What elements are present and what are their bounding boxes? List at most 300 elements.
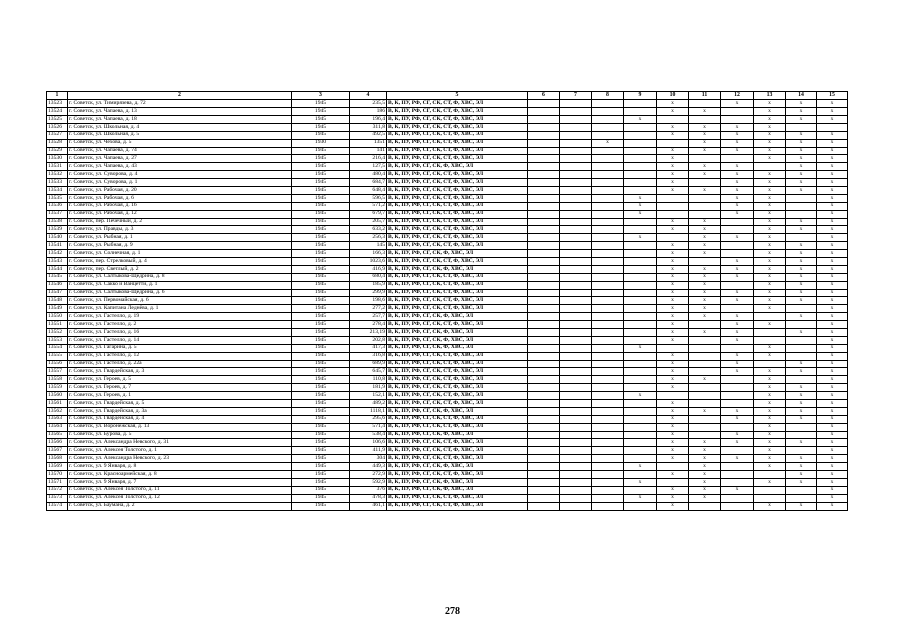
mark-cell-col-15: x bbox=[817, 376, 848, 384]
mark-cell-col-10: x bbox=[657, 329, 689, 337]
mark-cell-col-6 bbox=[528, 439, 560, 447]
row-id: 13566 bbox=[47, 439, 68, 447]
mark-cell-col-8 bbox=[592, 360, 624, 368]
mark-cell-col-11 bbox=[689, 344, 721, 352]
mark-cell-col-6 bbox=[528, 502, 560, 510]
mark-cell-col-8 bbox=[592, 179, 624, 187]
address-cell: г. Советск, ул. Героев, д. 5 bbox=[68, 376, 292, 384]
mark-cell-col-8 bbox=[592, 226, 624, 234]
mark-cell-col-8 bbox=[592, 486, 624, 494]
row-id: 13563 bbox=[47, 415, 68, 423]
mark-cell-col-10: x bbox=[657, 431, 689, 439]
mark-cell-col-12: x bbox=[721, 486, 754, 494]
area-cell: 416,9 bbox=[350, 265, 387, 273]
mark-cell-col-15: x bbox=[817, 368, 848, 376]
mark-cell-col-8 bbox=[592, 242, 624, 250]
services-cell: В, К, ПУ, РФ, СГ, СК, СТ, Ф, ХВС, ЭЛ bbox=[387, 258, 528, 266]
mark-cell-col-12 bbox=[721, 281, 754, 289]
mark-cell-col-11: x bbox=[689, 313, 721, 321]
mark-cell-col-8 bbox=[592, 273, 624, 281]
mark-cell-col-14 bbox=[786, 336, 817, 344]
mark-cell-col-8 bbox=[592, 494, 624, 502]
services-cell: В, К, ПУ, РФ, СГ, СК, СТ, Ф, ХВС, ЭЛ bbox=[387, 242, 528, 250]
column-number: 13 bbox=[754, 92, 786, 100]
mark-cell-col-15: x bbox=[817, 115, 848, 123]
year-cell: 1945 bbox=[292, 352, 350, 360]
mark-cell-col-13: x bbox=[754, 242, 786, 250]
mark-cell-col-10: x bbox=[657, 336, 689, 344]
mark-cell-col-10: x bbox=[657, 242, 689, 250]
mark-cell-col-7 bbox=[560, 202, 592, 210]
mark-cell-col-6 bbox=[528, 115, 560, 123]
address-cell: г. Советск, ул. Солнечная, д. 1 bbox=[68, 250, 292, 258]
table-row bbox=[47, 281, 848, 289]
mark-cell-col-6 bbox=[528, 155, 560, 163]
mark-cell-col-14: x bbox=[786, 360, 817, 368]
mark-cell-col-9 bbox=[624, 100, 657, 108]
row-id: 13569 bbox=[47, 463, 68, 471]
mark-cell-col-9 bbox=[624, 336, 657, 344]
address-cell: г. Советск, ул. Красноармейская, д. 8 bbox=[68, 471, 292, 479]
mark-cell-col-13: x bbox=[754, 384, 786, 392]
services-cell: В, К, ПУ, РФ, СГ, СК, СТ, Ф, ХВС, ЭЛ bbox=[387, 297, 528, 305]
mark-cell-col-13: x bbox=[754, 344, 786, 352]
area-cell: 166,3 bbox=[350, 250, 387, 258]
services-cell: В, К, ПУ, РФ, СГ, СК, СТ, Ф, ХВС, ЭЛ bbox=[387, 218, 528, 226]
mark-cell-col-8 bbox=[592, 471, 624, 479]
mark-cell-col-14: x bbox=[786, 281, 817, 289]
mark-cell-col-6 bbox=[528, 392, 560, 400]
row-id: 13542 bbox=[47, 250, 68, 258]
mark-cell-col-9 bbox=[624, 384, 657, 392]
row-id: 13548 bbox=[47, 297, 68, 305]
address-cell: г. Советск, ул. Гастелло, д. 14 bbox=[68, 336, 292, 344]
mark-cell-col-8 bbox=[592, 123, 624, 131]
mark-cell-col-9 bbox=[624, 139, 657, 147]
address-cell: г. Советск, ул. Алексея Толстого, д. 11 bbox=[68, 486, 292, 494]
services-cell: В, К, ПУ, РФ, СГ, СК, СТ, Ф, ХВС, ЭЛ bbox=[387, 376, 528, 384]
mark-cell-col-11: x bbox=[689, 289, 721, 297]
mark-cell-col-8 bbox=[592, 329, 624, 337]
mark-cell-col-10 bbox=[657, 463, 689, 471]
mark-cell-col-14: x bbox=[786, 179, 817, 187]
mark-cell-col-9 bbox=[624, 368, 657, 376]
mark-cell-col-10: x bbox=[657, 186, 689, 194]
mark-cell-col-15: x bbox=[817, 502, 848, 510]
mark-cell-col-11: x bbox=[689, 186, 721, 194]
year-cell: 1945 bbox=[292, 226, 350, 234]
mark-cell-col-13: x bbox=[754, 226, 786, 234]
year-cell: 1945 bbox=[292, 234, 350, 242]
table-row bbox=[47, 336, 848, 344]
mark-cell-col-7 bbox=[560, 431, 592, 439]
mark-cell-col-15: x bbox=[817, 265, 848, 273]
mark-cell-col-7 bbox=[560, 242, 592, 250]
services-cell: В, К, ПУ, РФ, СГ, СК, СТ, Ф, ХВС, ЭЛ bbox=[387, 439, 528, 447]
year-cell: 1945 bbox=[292, 384, 350, 392]
mark-cell-col-14 bbox=[786, 344, 817, 352]
mark-cell-col-15: x bbox=[817, 400, 848, 408]
mark-cell-col-9: x bbox=[624, 344, 657, 352]
mark-cell-col-15: x bbox=[817, 131, 848, 139]
mark-cell-col-7 bbox=[560, 336, 592, 344]
mark-cell-col-13: x bbox=[754, 139, 786, 147]
mark-cell-col-15: x bbox=[817, 234, 848, 242]
mark-cell-col-14: x bbox=[786, 329, 817, 337]
mark-cell-col-15: x bbox=[817, 100, 848, 108]
mark-cell-col-12: x bbox=[721, 179, 754, 187]
row-id: 13550 bbox=[47, 313, 68, 321]
mark-cell-col-7 bbox=[560, 344, 592, 352]
address-cell: г. Советск, ул. Салтыкова-Щедрина, д. 6 bbox=[68, 289, 292, 297]
mark-cell-col-12: x bbox=[721, 210, 754, 218]
mark-cell-col-13: x bbox=[754, 352, 786, 360]
mark-cell-col-12: x bbox=[721, 336, 754, 344]
mark-cell-col-6 bbox=[528, 447, 560, 455]
year-cell: 1945 bbox=[292, 336, 350, 344]
row-id: 13523 bbox=[47, 100, 68, 108]
register-body bbox=[47, 92, 848, 511]
column-number: 1 bbox=[47, 92, 68, 100]
mark-cell-col-14: x bbox=[786, 163, 817, 171]
mark-cell-col-11: x bbox=[689, 439, 721, 447]
row-id: 13529 bbox=[47, 147, 68, 155]
mark-cell-col-11: x bbox=[689, 171, 721, 179]
column-number: 2 bbox=[68, 92, 292, 100]
year-cell: 1945 bbox=[292, 486, 350, 494]
services-cell: В, К, ПУ, РФ, СГ, СК, СТ, Ф, ХВС, ЭЛ bbox=[387, 289, 528, 297]
mark-cell-col-11 bbox=[689, 210, 721, 218]
mark-cell-col-8 bbox=[592, 265, 624, 273]
address-cell: г. Советск, ул. Школьная, д. 5 bbox=[68, 131, 292, 139]
mark-cell-col-12 bbox=[721, 384, 754, 392]
mark-cell-col-6 bbox=[528, 147, 560, 155]
table-row bbox=[47, 218, 848, 226]
row-id: 13524 bbox=[47, 108, 68, 116]
mark-cell-col-14: x bbox=[786, 273, 817, 281]
mark-cell-col-7 bbox=[560, 439, 592, 447]
mark-cell-col-14: x bbox=[786, 250, 817, 258]
mark-cell-col-10: x bbox=[657, 273, 689, 281]
mark-cell-col-13: x bbox=[754, 258, 786, 266]
address-cell: г. Советск, ул. Чапаева, д. 74 bbox=[68, 147, 292, 155]
mark-cell-col-11: x bbox=[689, 163, 721, 171]
mark-cell-col-8 bbox=[592, 392, 624, 400]
mark-cell-col-10: x bbox=[657, 131, 689, 139]
area-cell: 680,4 bbox=[350, 273, 387, 281]
mark-cell-col-10: x bbox=[657, 123, 689, 131]
address-cell: г. Советск, ул. Чапаева, д. 13 bbox=[68, 108, 292, 116]
mark-cell-col-12 bbox=[721, 478, 754, 486]
address-cell: г. Советск, ул. Гвардейская, д. 5 bbox=[68, 400, 292, 408]
mark-cell-col-12: x bbox=[721, 368, 754, 376]
area-cell: 316,8 bbox=[350, 352, 387, 360]
mark-cell-col-14 bbox=[786, 321, 817, 329]
mark-cell-col-13: x bbox=[754, 186, 786, 194]
mark-cell-col-13: x bbox=[754, 108, 786, 116]
mark-cell-col-12 bbox=[721, 242, 754, 250]
mark-cell-col-14: x bbox=[786, 100, 817, 108]
mark-cell-col-13 bbox=[754, 360, 786, 368]
mark-cell-col-10 bbox=[657, 115, 689, 123]
mark-cell-col-14: x bbox=[786, 439, 817, 447]
area-cell: 272,9 bbox=[350, 471, 387, 479]
table-row bbox=[47, 108, 848, 116]
mark-cell-col-9: x bbox=[624, 478, 657, 486]
row-id: 13570 bbox=[47, 471, 68, 479]
address-cell: г. Советск, ул. Чапаева, д. 18 bbox=[68, 115, 292, 123]
mark-cell-col-14 bbox=[786, 423, 817, 431]
services-cell: В, К, ПУ, РФ, СГ, СК, СТ, Ф, ХВС, ЭЛ bbox=[387, 210, 528, 218]
mark-cell-col-11 bbox=[689, 360, 721, 368]
year-cell: 1945 bbox=[292, 376, 350, 384]
row-id: 13536 bbox=[47, 202, 68, 210]
mark-cell-col-9 bbox=[624, 226, 657, 234]
year-cell: 1945 bbox=[292, 423, 350, 431]
area-cell: 1118,1 bbox=[350, 407, 387, 415]
mark-cell-col-9 bbox=[624, 447, 657, 455]
mark-cell-col-15: x bbox=[817, 471, 848, 479]
mark-cell-col-8 bbox=[592, 439, 624, 447]
table-row bbox=[47, 194, 848, 202]
mark-cell-col-15: x bbox=[817, 273, 848, 281]
mark-cell-col-14 bbox=[786, 123, 817, 131]
mark-cell-col-10: x bbox=[657, 108, 689, 116]
mark-cell-col-9 bbox=[624, 329, 657, 337]
area-cell: 186 bbox=[350, 108, 387, 116]
mark-cell-col-12 bbox=[721, 494, 754, 502]
mark-cell-col-6 bbox=[528, 194, 560, 202]
mark-cell-col-12: x bbox=[721, 360, 754, 368]
mark-cell-col-10: x bbox=[657, 155, 689, 163]
mark-cell-col-10: x bbox=[657, 265, 689, 273]
table-row bbox=[47, 305, 848, 313]
mark-cell-col-6 bbox=[528, 242, 560, 250]
mark-cell-col-7 bbox=[560, 179, 592, 187]
mark-cell-col-12: x bbox=[721, 186, 754, 194]
mark-cell-col-6 bbox=[528, 478, 560, 486]
mark-cell-col-10 bbox=[657, 344, 689, 352]
mark-cell-col-7 bbox=[560, 289, 592, 297]
mark-cell-col-8 bbox=[592, 336, 624, 344]
area-cell: 489,2 bbox=[350, 400, 387, 408]
mark-cell-col-13: x bbox=[754, 155, 786, 163]
mark-cell-col-11 bbox=[689, 352, 721, 360]
column-number-row bbox=[47, 92, 848, 100]
mark-cell-col-10 bbox=[657, 194, 689, 202]
mark-cell-col-14 bbox=[786, 305, 817, 313]
mark-cell-col-10: x bbox=[657, 147, 689, 155]
table-row bbox=[47, 400, 848, 408]
mark-cell-col-6 bbox=[528, 384, 560, 392]
mark-cell-col-14: x bbox=[786, 258, 817, 266]
year-cell: 1945 bbox=[292, 439, 350, 447]
table-row bbox=[47, 226, 848, 234]
services-cell: В, К, ПУ, РФ, СГ, СК, СТ, Ф, ХВС, ЭЛ bbox=[387, 108, 528, 116]
mark-cell-col-7 bbox=[560, 265, 592, 273]
mark-cell-col-8 bbox=[592, 463, 624, 471]
row-id: 13531 bbox=[47, 163, 68, 171]
area-cell: 571,2 bbox=[350, 202, 387, 210]
mark-cell-col-14: x bbox=[786, 297, 817, 305]
area-cell: 304 bbox=[350, 455, 387, 463]
area-cell: 277,2 bbox=[350, 305, 387, 313]
mark-cell-col-13: x bbox=[754, 100, 786, 108]
year-cell: 1945 bbox=[292, 407, 350, 415]
mark-cell-col-9 bbox=[624, 265, 657, 273]
year-cell: 1945 bbox=[292, 171, 350, 179]
mark-cell-col-14 bbox=[786, 194, 817, 202]
mark-cell-col-11: x bbox=[689, 494, 721, 502]
services-cell: В, К, ПУ, РФ, СГ, СК, СТ, Ф, ХВС, ЭЛ bbox=[387, 273, 528, 281]
services-cell: В, К, ПУ, РФ, СГ, СК, Ф, ХВС, ЭЛ bbox=[387, 407, 528, 415]
table-row bbox=[47, 297, 848, 305]
mark-cell-col-7 bbox=[560, 407, 592, 415]
row-id: 13540 bbox=[47, 234, 68, 242]
services-cell: В, К, ПУ, РФ, СГ, СК, СТ, Ф, ХВС, ЭЛ bbox=[387, 139, 528, 147]
mark-cell-col-12: x bbox=[721, 297, 754, 305]
mark-cell-col-9 bbox=[624, 171, 657, 179]
mark-cell-col-8 bbox=[592, 384, 624, 392]
mark-cell-col-13: x bbox=[754, 131, 786, 139]
address-cell: г. Советск, ул. Суворова, д. 4 bbox=[68, 171, 292, 179]
row-id: 13537 bbox=[47, 210, 68, 218]
mark-cell-col-8 bbox=[592, 352, 624, 360]
year-cell: 1945 bbox=[292, 400, 350, 408]
address-cell: г. Советск, пер. Печечный, д. 2 bbox=[68, 218, 292, 226]
mark-cell-col-9 bbox=[624, 455, 657, 463]
mark-cell-col-6 bbox=[528, 218, 560, 226]
mark-cell-col-6 bbox=[528, 423, 560, 431]
mark-cell-col-15: x bbox=[817, 431, 848, 439]
mark-cell-col-6 bbox=[528, 376, 560, 384]
mark-cell-col-6 bbox=[528, 455, 560, 463]
address-cell: г. Советск, ул. Салтыкова-Щедрина, д. 8 bbox=[68, 273, 292, 281]
mark-cell-col-11: x bbox=[689, 131, 721, 139]
address-cell: г. Советск, ул. Гастелло, д. 19 bbox=[68, 313, 292, 321]
mark-cell-col-12 bbox=[721, 447, 754, 455]
year-cell: 1945 bbox=[292, 123, 350, 131]
year-cell: 1945 bbox=[292, 455, 350, 463]
mark-cell-col-11 bbox=[689, 431, 721, 439]
mark-cell-col-10: x bbox=[657, 100, 689, 108]
mark-cell-col-12 bbox=[721, 250, 754, 258]
mark-cell-col-13: x bbox=[754, 368, 786, 376]
mark-cell-col-14: x bbox=[786, 131, 817, 139]
year-cell: 1945 bbox=[292, 131, 350, 139]
address-cell: г. Советск, ул. Александра Невского, д. 23 bbox=[68, 455, 292, 463]
services-cell: В, К, ПУ, РФ, СГ, СК, Ф, ХВС, ЭЛ bbox=[387, 336, 528, 344]
mark-cell-col-11 bbox=[689, 415, 721, 423]
mark-cell-col-14 bbox=[786, 210, 817, 218]
mark-cell-col-15: x bbox=[817, 186, 848, 194]
area-cell: 571,4 bbox=[350, 423, 387, 431]
mark-cell-col-9 bbox=[624, 273, 657, 281]
mark-cell-col-14: x bbox=[786, 455, 817, 463]
mark-cell-col-9 bbox=[624, 305, 657, 313]
row-id: 13526 bbox=[47, 123, 68, 131]
mark-cell-col-10 bbox=[657, 478, 689, 486]
year-cell: 1945 bbox=[292, 273, 350, 281]
mark-cell-col-10: x bbox=[657, 360, 689, 368]
page-number: 278 bbox=[445, 606, 460, 617]
row-id: 13533 bbox=[47, 179, 68, 187]
mark-cell-col-7 bbox=[560, 384, 592, 392]
year-cell: 1945 bbox=[292, 463, 350, 471]
table-row bbox=[47, 115, 848, 123]
mark-cell-col-9 bbox=[624, 163, 657, 171]
services-cell: В, К, ПУ, РФ, СГ, СК, СТ, Ф, ХВС, ЭЛ bbox=[387, 234, 528, 242]
services-cell: В, К, ПУ, РФ, СГ, СК, СТ, Ф, ХВС, ЭЛ bbox=[387, 321, 528, 329]
address-cell: г. Советск, ул. Капитана Леднёва, д. 1 bbox=[68, 305, 292, 313]
mark-cell-col-10 bbox=[657, 392, 689, 400]
mark-cell-col-14 bbox=[786, 352, 817, 360]
mark-cell-col-6 bbox=[528, 226, 560, 234]
mark-cell-col-15: x bbox=[817, 139, 848, 147]
year-cell: 1945 bbox=[292, 100, 350, 108]
mark-cell-col-9 bbox=[624, 218, 657, 226]
mark-cell-col-7 bbox=[560, 194, 592, 202]
area-cell: 278,4 bbox=[350, 321, 387, 329]
table-row bbox=[47, 258, 848, 266]
mark-cell-col-13: x bbox=[754, 115, 786, 123]
row-id: 13555 bbox=[47, 352, 68, 360]
mark-cell-col-6 bbox=[528, 289, 560, 297]
area-cell: 185,9 bbox=[350, 281, 387, 289]
column-number: 9 bbox=[624, 92, 657, 100]
mark-cell-col-6 bbox=[528, 163, 560, 171]
year-cell: 1945 bbox=[292, 392, 350, 400]
mark-cell-col-9 bbox=[624, 242, 657, 250]
mark-cell-col-14 bbox=[786, 234, 817, 242]
mark-cell-col-12 bbox=[721, 423, 754, 431]
year-cell: 1945 bbox=[292, 415, 350, 423]
mark-cell-col-13: x bbox=[754, 502, 786, 510]
mark-cell-col-9: x bbox=[624, 194, 657, 202]
mark-cell-col-15: x bbox=[817, 242, 848, 250]
mark-cell-col-15: x bbox=[817, 313, 848, 321]
mark-cell-col-9 bbox=[624, 486, 657, 494]
table-row bbox=[47, 313, 848, 321]
services-cell: В, К, ПУ, РФ, СГ, СК, СТ, Ф, ХВС, ЭЛ bbox=[387, 352, 528, 360]
mark-cell-col-12: x bbox=[721, 131, 754, 139]
mark-cell-col-12: x bbox=[721, 258, 754, 266]
mark-cell-col-7 bbox=[560, 115, 592, 123]
mark-cell-col-9 bbox=[624, 502, 657, 510]
services-cell: В, К, ПУ, РФ, СГ, СК, Ф, ХВС, ЭЛ bbox=[387, 313, 528, 321]
mark-cell-col-10: x bbox=[657, 250, 689, 258]
area-cell: 480,4 bbox=[350, 171, 387, 179]
mark-cell-col-12: x bbox=[721, 100, 754, 108]
area-cell: 461,1 bbox=[350, 502, 387, 510]
mark-cell-col-7 bbox=[560, 273, 592, 281]
mark-cell-col-12: x bbox=[721, 171, 754, 179]
year-cell: 1945 bbox=[292, 250, 350, 258]
mark-cell-col-7 bbox=[560, 392, 592, 400]
row-id: 13552 bbox=[47, 329, 68, 337]
mark-cell-col-9 bbox=[624, 321, 657, 329]
mark-cell-col-7 bbox=[560, 123, 592, 131]
mark-cell-col-10: x bbox=[657, 313, 689, 321]
address-cell: г. Советск, ул. Рыбная, д. 9 bbox=[68, 242, 292, 250]
row-id: 13541 bbox=[47, 242, 68, 250]
mark-cell-col-7 bbox=[560, 186, 592, 194]
mark-cell-col-10 bbox=[657, 210, 689, 218]
address-cell: г. Советск, ул. Чапаева, д. 27 bbox=[68, 155, 292, 163]
address-cell: г. Советск, ул. Тимирязева, д. 72 bbox=[68, 100, 292, 108]
table-row bbox=[47, 329, 848, 337]
area-cell: 295,6 bbox=[350, 415, 387, 423]
